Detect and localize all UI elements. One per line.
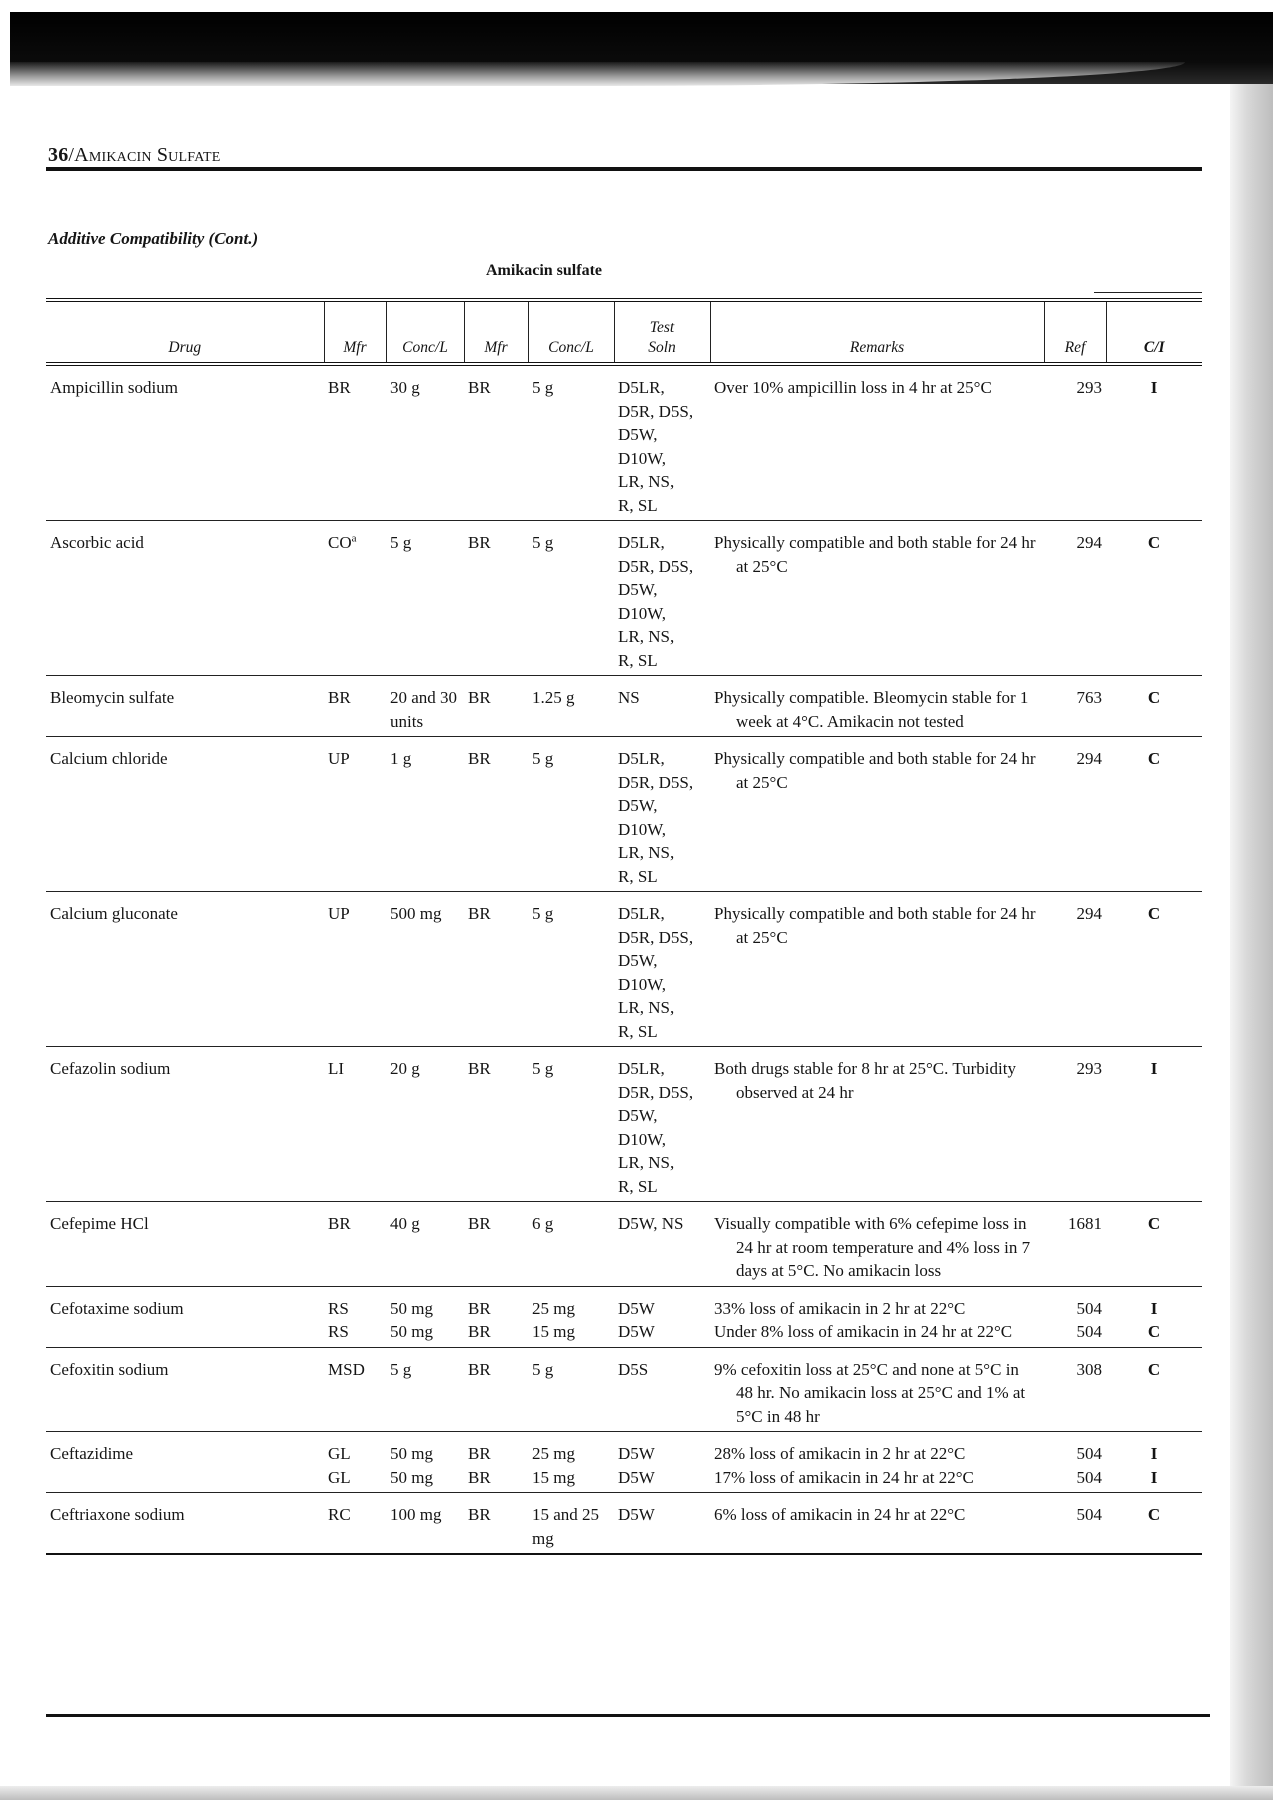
reference-line: 504	[1076, 1322, 1102, 1341]
test-solution	[614, 364, 710, 521]
additive-mfr-line: UP	[328, 749, 350, 768]
remarks-line: Visually compatible with 6% cefepime loss in 24 hr at room temperature and 4% loss in 7 days at 5°C. No amikacin loss	[714, 1214, 1031, 1280]
reference-line: 763	[1076, 688, 1102, 707]
span-rule	[1094, 292, 1202, 293]
amikacin-mfr	[464, 737, 528, 892]
additive-mfr	[324, 1202, 386, 1287]
test-solution-line: D5S	[618, 1359, 649, 1379]
test-solution-line: LR, NS,	[618, 627, 675, 646]
remarks-line: 17% loss of amikacin in 24 hr at 22°C	[714, 1467, 974, 1487]
test-solution-line: D5W,	[618, 580, 658, 599]
amikacin-mfr-line: BR	[468, 1467, 491, 1487]
amikacin-mfr	[464, 1493, 528, 1555]
remarks-line: Physically compatible and both stable for 24 hr at 25°C	[714, 749, 1036, 792]
col-header-ci: C/I	[1106, 300, 1202, 364]
page-number: 36	[48, 144, 69, 166]
remarks	[710, 1047, 1044, 1202]
amikacin-conc-line: 5 g	[532, 1059, 554, 1078]
compatibility-line: C	[1147, 749, 1161, 768]
additive-mfr-line: BR	[328, 688, 351, 707]
compatibility	[1106, 676, 1202, 737]
additive-conc	[386, 737, 464, 892]
test-solution-line: D5R, D5S,	[618, 401, 694, 421]
additive-mfr	[324, 892, 386, 1047]
amikacin-conc-line: 25 mg	[532, 1444, 575, 1463]
col-header-amikacin-conc: Conc/L	[528, 300, 614, 364]
compatibility	[1106, 737, 1202, 892]
remarks-line: Both drugs stable for 8 hr at 25°C. Turbidity observed at 24 hr	[714, 1059, 1016, 1102]
additive-conc-line: 500 mg	[390, 904, 442, 923]
table-body	[46, 364, 1202, 1554]
additive-conc	[386, 1432, 464, 1493]
compatibility	[1106, 1286, 1202, 1347]
test-solution-line: D10W,	[618, 603, 667, 623]
remarks-line: 33% loss of amikacin in 2 hr at 22°C	[714, 1298, 966, 1318]
amikacin-mfr	[464, 521, 528, 676]
amikacin-conc	[528, 1347, 614, 1432]
additive-conc-line: 40 g	[390, 1214, 420, 1233]
test-solution-line: D10W,	[618, 1129, 667, 1149]
additive-mfr-line: UP	[328, 904, 350, 923]
test-solution	[614, 521, 710, 676]
test-solution	[614, 892, 710, 1047]
additive-mfr-line: GL	[328, 1467, 351, 1487]
test-solution	[614, 1047, 710, 1202]
amikacin-conc-line: 5 g	[532, 749, 554, 768]
additive-mfr	[324, 521, 386, 676]
test-solution-line: R, SL	[618, 1021, 658, 1041]
amikacin-mfr	[464, 1347, 528, 1432]
amikacin-column-group-label: Amikacin sulfate	[486, 262, 602, 279]
reference	[1044, 1202, 1106, 1287]
amikacin-conc-line: 25 mg	[532, 1298, 575, 1318]
amikacin-conc-line: 5 g	[532, 533, 554, 552]
remarks-line: 9% cefoxitin loss at 25°C and none at 5°C in 48 hr. No amikacin loss at 25°C and 1% at 5°C in 48 hr	[714, 1359, 1026, 1426]
amikacin-conc	[528, 1202, 614, 1287]
test-solution-line: D5W	[618, 1505, 655, 1524]
drug-name: Cefotaxime sodium	[50, 1298, 184, 1318]
additive-mfr	[324, 676, 386, 737]
test-solution-line: LR, NS,	[618, 843, 675, 862]
additive-mfr	[324, 1493, 386, 1555]
amikacin-conc-line: 5 g	[532, 1359, 554, 1379]
drug-name: Cefazolin sodium	[50, 1059, 171, 1078]
drug-name: Ascorbic acid	[50, 533, 144, 552]
amikacin-conc	[528, 521, 614, 676]
reference	[1044, 892, 1106, 1047]
test-solution-line: D5W,	[618, 1106, 658, 1125]
test-solution	[614, 676, 710, 737]
compatibility	[1106, 1493, 1202, 1555]
amikacin-mfr	[464, 1202, 528, 1287]
amikacin-mfr-line: BR	[468, 904, 491, 923]
reference	[1044, 1432, 1106, 1493]
reference-line: 504	[1076, 1298, 1102, 1318]
remarks	[710, 521, 1044, 676]
drug-name: Ampicillin sodium	[50, 378, 178, 397]
reference	[1044, 1493, 1106, 1555]
remarks	[710, 737, 1044, 892]
scan-edge-bottom	[0, 1786, 1273, 1800]
additive-mfr-line: RS	[328, 1322, 349, 1341]
amikacin-conc	[528, 1432, 614, 1493]
additive-compatibility-table	[46, 298, 1202, 1555]
test-solution-line: D5W	[618, 1444, 655, 1463]
reference-line: 293	[1076, 1059, 1102, 1078]
test-solution-line: D5R, D5S,	[618, 927, 694, 947]
reference	[1044, 1047, 1106, 1202]
test-solution	[614, 1286, 710, 1347]
compatibility	[1106, 1202, 1202, 1287]
test-solution-line: D10W,	[618, 448, 667, 468]
additive-conc-line: 5 g	[390, 1359, 412, 1379]
amikacin-conc-line: 15 mg	[532, 1322, 575, 1341]
test-solution-line: D5LR,	[618, 749, 665, 768]
additive-mfr	[324, 1432, 386, 1493]
reference	[1044, 1286, 1106, 1347]
reference-line: 504	[1076, 1505, 1102, 1524]
drug-name: Bleomycin sulfate	[50, 688, 175, 707]
additive-conc-line: 5 g	[390, 533, 412, 552]
reference-line: 308	[1076, 1359, 1102, 1379]
col-header-ref: Ref	[1044, 300, 1106, 364]
additive-mfr-line: CO	[328, 533, 352, 552]
test-solution-line: D5LR,	[618, 533, 665, 552]
amikacin-mfr-line: BR	[468, 1444, 491, 1463]
table-header-row	[46, 300, 1202, 364]
reference-line: 294	[1076, 533, 1102, 552]
remarks-line: 6% loss of amikacin in 24 hr at 22°C	[714, 1505, 966, 1524]
amikacin-mfr-line: BR	[468, 1298, 491, 1318]
test-solution-line: R, SL	[618, 866, 658, 886]
remarks-line: Physically compatible and both stable for 24 hr at 25°C	[714, 533, 1036, 576]
amikacin-conc-line: 15 and 25 mg	[532, 1505, 600, 1548]
additive-mfr	[324, 1286, 386, 1347]
test-solution	[614, 737, 710, 892]
additive-mfr-line: MSD	[328, 1359, 365, 1379]
amikacin-mfr-line: BR	[468, 749, 491, 768]
additive-conc	[386, 676, 464, 737]
table-row	[46, 1493, 1202, 1555]
amikacin-mfr	[464, 676, 528, 737]
test-solution-line: D5LR,	[618, 1059, 665, 1078]
compatibility-line: I	[1150, 1298, 1158, 1318]
amikacin-mfr-line: BR	[468, 1505, 491, 1524]
additive-conc-line: 1 g	[390, 749, 412, 768]
col-header-remarks: Remarks	[710, 300, 1044, 364]
table-row	[46, 1286, 1202, 1347]
col-header-amikacin-mfr: Mfr	[464, 300, 528, 364]
test-solution-line: LR, NS,	[618, 998, 675, 1017]
amikacin-conc	[528, 1493, 614, 1555]
amikacin-mfr-line: BR	[468, 378, 491, 397]
amikacin-mfr	[464, 1047, 528, 1202]
scan-edge-right	[1230, 84, 1273, 1800]
table-row	[46, 1047, 1202, 1202]
additive-mfr-line: BR	[328, 378, 351, 397]
reference	[1044, 364, 1106, 521]
table-row	[46, 1432, 1202, 1493]
table-row	[46, 1202, 1202, 1287]
amikacin-mfr-line: BR	[468, 1359, 491, 1379]
reference-line: 504	[1076, 1467, 1102, 1487]
compatibility-line: I	[1150, 1059, 1158, 1078]
remarks	[710, 364, 1044, 521]
amikacin-conc-line: 15 mg	[532, 1467, 575, 1487]
additive-conc-line: 20 g	[390, 1059, 420, 1078]
additive-conc	[386, 1286, 464, 1347]
additive-conc-line: 100 mg	[390, 1505, 442, 1524]
amikacin-mfr	[464, 892, 528, 1047]
compatibility-line: C	[1147, 1505, 1161, 1524]
amikacin-mfr-line: BR	[468, 1214, 491, 1233]
table-row	[46, 676, 1202, 737]
compatibility	[1106, 892, 1202, 1047]
reference-line: 1681	[1068, 1214, 1102, 1233]
running-head	[48, 144, 220, 167]
test-solution-line: D5W	[618, 1467, 655, 1487]
test-solution	[614, 1202, 710, 1287]
amikacin-conc	[528, 676, 614, 737]
drug-name: Cefepime HCl	[50, 1214, 149, 1233]
remarks	[710, 1493, 1044, 1555]
compatibility-line: C	[1147, 904, 1161, 923]
additive-mfr-line: GL	[328, 1444, 351, 1463]
drug-name: Ceftriaxone sodium	[50, 1505, 185, 1524]
table-row	[46, 892, 1202, 1047]
compatibility	[1106, 1047, 1202, 1202]
test-solution-line: NS	[618, 688, 640, 707]
remarks	[710, 1432, 1044, 1493]
compatibility-line: I	[1150, 1444, 1158, 1463]
compatibility-line: C	[1147, 1214, 1161, 1233]
table-row	[46, 1347, 1202, 1432]
reference	[1044, 737, 1106, 892]
col-header-test-line: Test	[649, 319, 675, 336]
test-solution-line: LR, NS,	[618, 472, 675, 491]
col-header-mfr: Mfr	[324, 300, 386, 364]
remarks-line: Under 8% loss of amikacin in 24 hr at 22°C	[714, 1322, 1013, 1341]
amikacin-conc-line: 1.25 g	[532, 688, 575, 707]
drug-name: Calcium gluconate	[50, 904, 178, 923]
amikacin-mfr	[464, 1286, 528, 1347]
amikacin-conc	[528, 892, 614, 1047]
section-title: Additive Compatibility (Cont.)	[48, 229, 259, 248]
additive-conc	[386, 1047, 464, 1202]
col-header-soln-line: Soln	[648, 339, 676, 356]
test-solution-line: D5W,	[618, 796, 658, 815]
test-solution	[614, 1493, 710, 1555]
compatibility-line: C	[1147, 1359, 1161, 1379]
amikacin-mfr-line: BR	[468, 1059, 491, 1078]
amikacin-conc	[528, 737, 614, 892]
col-header-drug: Drug	[168, 339, 202, 356]
drug-name: Cefoxitin sodium	[50, 1359, 169, 1379]
test-solution-line: D5LR,	[618, 904, 665, 923]
additive-conc	[386, 521, 464, 676]
additive-mfr-line: BR	[328, 1214, 351, 1233]
additive-conc-line: 20 and 30 units	[390, 688, 458, 731]
table-row	[46, 737, 1202, 892]
additive-conc-line: 50 mg	[390, 1444, 433, 1463]
test-solution-line: D5W	[618, 1298, 655, 1318]
reference-line: 293	[1076, 378, 1102, 397]
test-solution-line: D5W, NS	[618, 1214, 684, 1233]
test-solution-line: D5LR,	[618, 378, 665, 397]
drug-name: Ceftazidime	[50, 1444, 134, 1463]
amikacin-mfr	[464, 1432, 528, 1493]
compatibility-line: C	[1147, 1322, 1161, 1341]
reference	[1044, 521, 1106, 676]
compatibility	[1106, 1347, 1202, 1432]
amikacin-conc-line: 5 g	[532, 378, 554, 397]
remarks-line: Physically compatible and both stable for 24 hr at 25°C	[714, 904, 1036, 947]
additive-mfr-line: RC	[328, 1505, 351, 1524]
remarks	[710, 1347, 1044, 1432]
amikacin-conc-line: 5 g	[532, 904, 554, 923]
additive-mfr	[324, 1047, 386, 1202]
additive-conc-line: 30 g	[390, 378, 420, 397]
amikacin-conc-line: 6 g	[532, 1214, 554, 1233]
header-rule	[46, 167, 1202, 171]
amikacin-conc	[528, 364, 614, 521]
reference-line: 294	[1076, 749, 1102, 768]
compatibility	[1106, 1432, 1202, 1493]
test-solution-line: D5W,	[618, 951, 658, 970]
remarks-line: 28% loss of amikacin in 2 hr at 22°C	[714, 1444, 966, 1463]
additive-conc-line: 50 mg	[390, 1298, 433, 1318]
additive-conc	[386, 364, 464, 521]
compatibility	[1106, 521, 1202, 676]
head-separator: /	[68, 144, 75, 166]
amikacin-mfr-line: BR	[468, 533, 491, 552]
col-header-conc: Conc/L	[386, 300, 464, 364]
test-solution-line: D10W,	[618, 819, 667, 839]
remarks	[710, 892, 1044, 1047]
test-solution-line: D5R, D5S,	[618, 556, 694, 576]
test-solution-line: D5W	[618, 1322, 655, 1341]
test-solution	[614, 1432, 710, 1493]
remarks	[710, 1286, 1044, 1347]
remarks	[710, 676, 1044, 737]
remarks	[710, 1202, 1044, 1287]
additive-conc-line: 50 mg	[390, 1467, 433, 1487]
test-solution-line: R, SL	[618, 495, 658, 515]
amikacin-conc	[528, 1286, 614, 1347]
additive-conc	[386, 1347, 464, 1432]
additive-mfr	[324, 737, 386, 892]
drug-name: Calcium chloride	[50, 749, 168, 768]
compatibility-line: C	[1147, 688, 1161, 707]
amikacin-mfr	[464, 364, 528, 521]
table-row	[46, 364, 1202, 521]
page-title: Amikacin Sulfate	[74, 144, 221, 166]
amikacin-mfr-line: BR	[468, 688, 491, 707]
table-row	[46, 521, 1202, 676]
reference-line: 294	[1076, 904, 1102, 923]
additive-mfr-line: RS	[328, 1298, 349, 1318]
test-solution	[614, 1347, 710, 1432]
amikacin-mfr-line: BR	[468, 1322, 491, 1341]
amikacin-conc	[528, 1047, 614, 1202]
additive-mfr	[324, 364, 386, 521]
additive-conc-line: 50 mg	[390, 1322, 433, 1341]
test-solution-line: D5R, D5S,	[618, 772, 694, 792]
footnote-marker: a	[351, 532, 357, 545]
test-solution-line: LR, NS,	[618, 1153, 675, 1172]
col-header-test-soln	[614, 300, 710, 364]
additive-conc	[386, 892, 464, 1047]
test-solution-line: D5W,	[618, 425, 658, 444]
test-solution-line: R, SL	[618, 1176, 658, 1196]
reference-line: 504	[1076, 1444, 1102, 1463]
additive-conc	[386, 1202, 464, 1287]
compatibility	[1106, 364, 1202, 521]
compatibility-line: I	[1150, 1467, 1158, 1487]
test-solution-line: D10W,	[618, 974, 667, 994]
additive-conc	[386, 1493, 464, 1555]
test-solution-line: R, SL	[618, 650, 658, 670]
reference	[1044, 1347, 1106, 1432]
compatibility-line: C	[1147, 533, 1161, 552]
compatibility-line: I	[1150, 378, 1158, 397]
additive-mfr	[324, 1347, 386, 1432]
remarks-line: Over 10% ampicillin loss in 4 hr at 25°C	[714, 378, 992, 397]
additive-mfr-line: LI	[328, 1059, 345, 1078]
reference	[1044, 676, 1106, 737]
footer-rule	[46, 1714, 1210, 1717]
test-solution-line: D5R, D5S,	[618, 1082, 694, 1102]
remarks-line: Physically compatible. Bleomycin stable for 1 week at 4°C. Amikacin not tested	[714, 688, 1029, 731]
